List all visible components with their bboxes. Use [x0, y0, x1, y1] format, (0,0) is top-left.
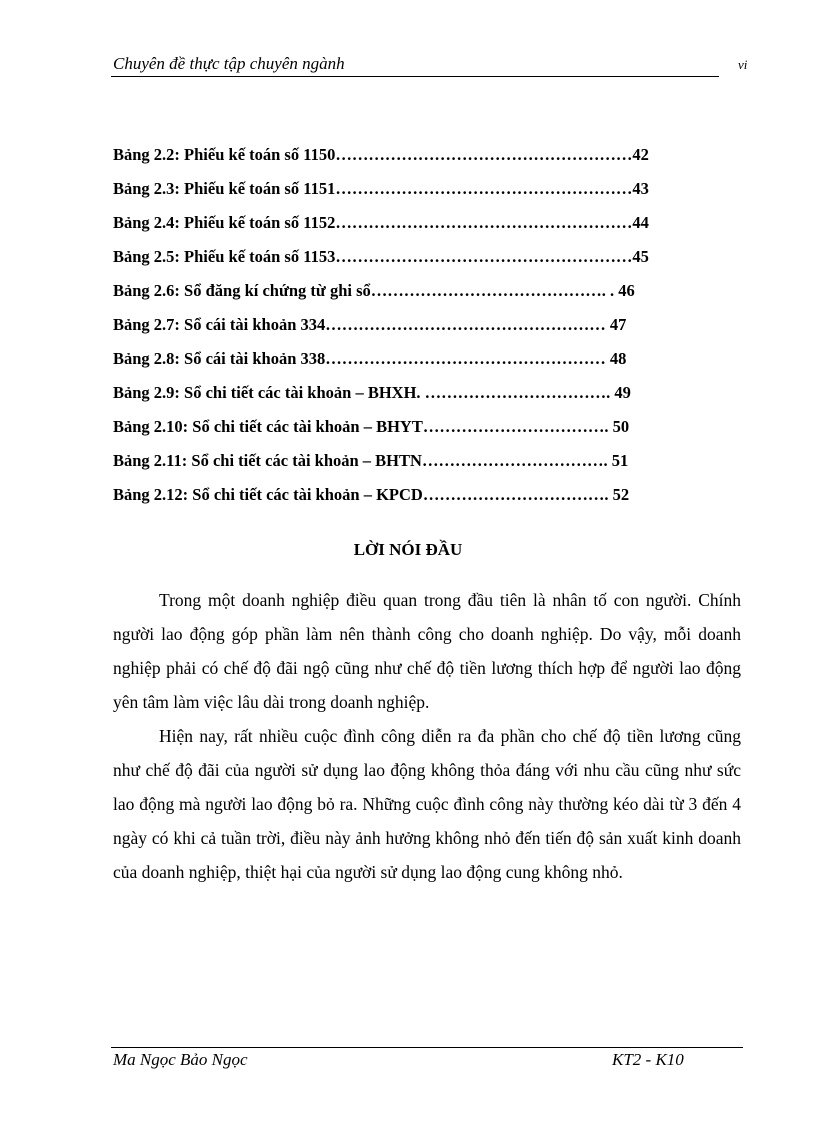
header-rule	[111, 76, 719, 77]
toc-entry[interactable]: Bảng 2.12: Sổ chi tiết các tài khoản – KPCD……………………………. 52	[113, 485, 630, 504]
footer-rule	[111, 1047, 743, 1048]
footer-author: Ma Ngọc Bảo Ngọc	[113, 1050, 248, 1069]
toc-entry[interactable]: Bảng 2.4: Phiếu kế toán số 1152………………………………………………44	[113, 213, 649, 232]
toc-entry[interactable]: Bảng 2.8: Sổ cái tài khoản 338…………………………………………… 48	[113, 349, 627, 368]
footer-class-code: KT2 - K10	[612, 1050, 684, 1069]
page-number: vi	[738, 57, 748, 72]
toc-entry[interactable]: Bảng 2.10: Sổ chi tiết các tài khoản – BHYT……………………………. 50	[113, 417, 630, 436]
body-paragraph	[113, 583, 741, 719]
header-title: Chuyên đề thực tập chuyên ngành	[113, 54, 345, 73]
body-paragraph	[113, 719, 741, 889]
toc-entry[interactable]: Bảng 2.11: Sổ chi tiết các tài khoản – BHTN……………………………. 51	[113, 451, 629, 470]
toc-entry[interactable]: Bảng 2.7: Sổ cái tài khoản 334…………………………………………… 47	[113, 315, 627, 334]
paragraph-text: Hiện nay, rất nhiều cuộc đình công diễn ra đa phần cho chế độ tiền lương cũng như chế độ đãi của người sử dụng lao động không thỏa đáng với nhu cầu cũng như sức lao động mà người lao động bỏ ra. Những cuộc đình công này thường kéo dài từ 3 đến 4 ngày có khi cả tuần trời, điều này ảnh hưởng không nhỏ đến tiến độ sản xuất kinh doanh của doanh nghiệp, thiệt hại của người sử dụng lao động cung không nhỏ.	[113, 726, 741, 882]
toc-entry[interactable]: Bảng 2.9: Sổ chi tiết các tài khoản – BHXH. ……………………………. 49	[113, 383, 631, 402]
toc-entry[interactable]: Bảng 2.5: Phiếu kế toán số 1153………………………………………………45	[113, 247, 649, 266]
table-of-contents	[113, 143, 733, 517]
toc-entry[interactable]: Bảng 2.2: Phiếu kế toán số 1150………………………………………………42	[113, 145, 649, 164]
paragraph-text: Trong một doanh nghiệp điều quan trong đầu tiên là nhân tố con người. Chính người lao động góp phần làm nên thành công cho doanh nghiệp. Do vậy, mỗi doanh nghiệp phải có chế độ đãi ngộ cũng như chế độ tiền lương thích hợp để người lao động yên tâm làm việc lâu dài trong doanh nghiệp.	[113, 590, 741, 712]
toc-entry[interactable]: Bảng 2.6: Sổ đăng kí chứng từ ghi sổ……………………………………. . 46	[113, 281, 635, 300]
section-heading: LỜI NÓI ĐẦU	[353, 540, 463, 559]
toc-entry[interactable]: Bảng 2.3: Phiếu kế toán số 1151………………………………………………43	[113, 179, 649, 198]
